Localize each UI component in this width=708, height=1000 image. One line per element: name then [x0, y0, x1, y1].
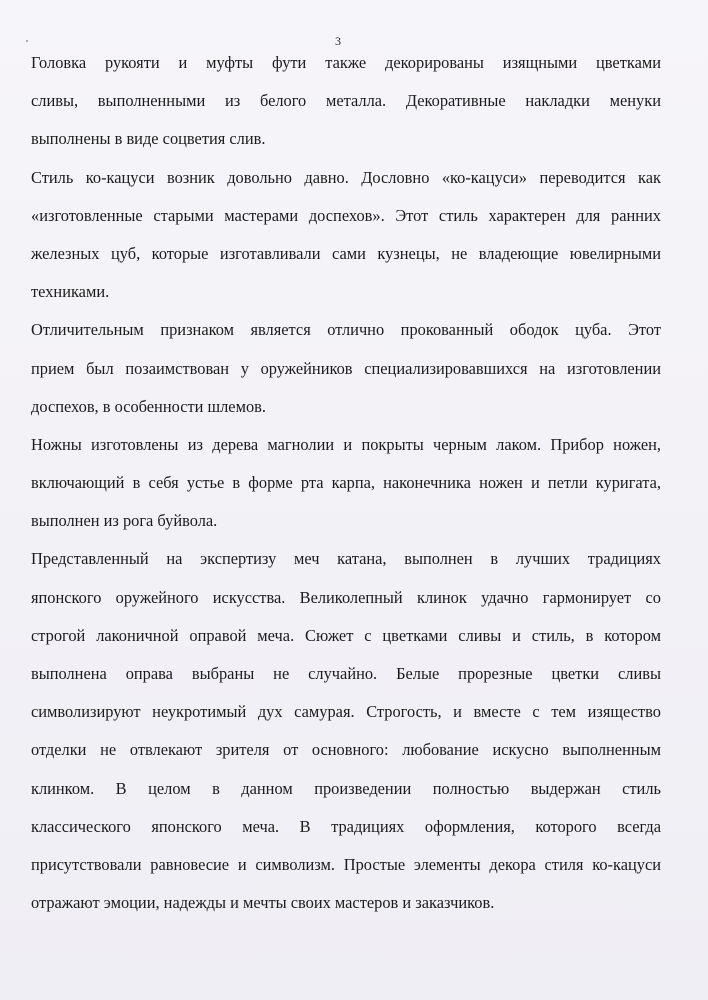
text-line: выполнена оправа выбраны не случайно. Белые прорезные цветки сливы	[31, 664, 661, 683]
text-line: Ножны изготовлены из дерева магнолии и покрыты черным лаком. Прибор ножен,	[31, 434, 661, 454]
text-line: классического японского меча. В традициях оформления, которого всегда	[31, 816, 661, 836]
text-line: присутствовали равновесие и символизм. Простые элементы декора стиля ко-кацуси	[31, 854, 661, 874]
text-line: железных цуб, которые изготавливали сами кузнецы, не владеющие ювелирными	[31, 243, 661, 263]
text-line: Отличительным признаком является отлично прокованный ободок цуба. Этот	[31, 320, 661, 340]
text-line: строгой лаконичной оправой меча. Сюжет с цветками сливы и стиль, в котором	[31, 625, 661, 645]
text-line: включающий в себя устье в форме рта карпа, наконечника ножен и петли куригата,	[31, 473, 661, 493]
text-line: символизируют неукротимый дух самурая. Строгость, и вместе с тем изящество	[31, 702, 661, 722]
text-line: отражают эмоции, надежды и мечты своих мастеров и заказчиков.	[31, 893, 495, 913]
page-number: 3	[335, 34, 341, 48]
text-line: выполнены в виде соцветия слив.	[31, 129, 266, 149]
text-line: прием был позаимствован у оружейников специализировавшихся на изготовлении	[31, 358, 661, 378]
text-line: выполнен из рога буйвола.	[31, 511, 218, 531]
text-line: Головка рукояти и муфты фути также декорированы изящными цветками	[31, 53, 661, 72]
text-line: сливы, выполненными из белого металла. Декоративные накладки менуки	[31, 91, 661, 111]
text-line: техниками.	[31, 282, 110, 302]
text-line: доспехов, в особенности шлемов.	[31, 396, 266, 416]
text-line: Стиль ко-кацуси возник довольно давно. Дословно «ко-кацуси» переводится как	[31, 167, 661, 187]
text-line: клинком. В целом в данном произведении полностью выдержан стиль	[31, 778, 661, 798]
body-text	[31, 44, 661, 922]
text-line: отделки не отвлекают зрителя от основного: любование искусно выполненным	[31, 740, 661, 760]
text-line: «изготовленные старыми мастерами доспехов». Этот стиль характерен для ранних	[31, 205, 661, 225]
text-line: Представленный на экспертизу меч катана, выполнен в лучших традициях	[31, 549, 661, 569]
text-line: японского оружейного искусства. Великолепный клинок удачно гармонирует со	[31, 587, 661, 607]
scan-mark	[26, 40, 28, 42]
